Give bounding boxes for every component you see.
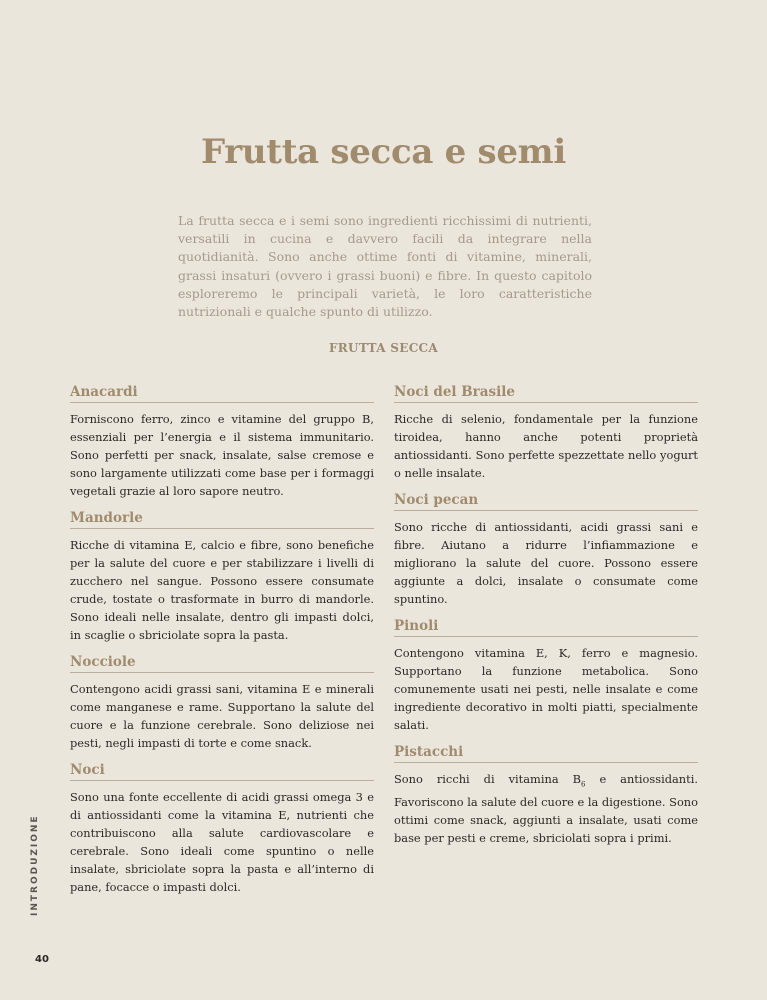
- entry-title: Anacardi: [70, 384, 374, 403]
- entry-nocciole: [70, 654, 374, 752]
- page-number: 40: [35, 954, 49, 965]
- entry-title: Mandorle: [70, 510, 374, 529]
- entry-text-part: e antiossidanti. Favoriscono la salute del cuore e la digestione. Sono ottimi come snack, aggiunti a insalate, usati come base per pesti e creme, sbriciolati sopra i primi.: [394, 772, 698, 846]
- entry-title: Noci: [70, 762, 374, 781]
- entry-pinoli: [394, 618, 698, 734]
- entry-anacardi: [70, 384, 374, 500]
- entry-text: Ricche di vitamina E, calcio e fibre, sono benefiche per la salute del cuore e per stabilizzare i livelli di zucchero nel sangue. Possono essere consumate crude, tostate o trasformate in burro di mandorle. Sono ideali nelle insalate, dentro gli impasti dolci, in scaglie o sbriciolate sopra la pasta.: [70, 538, 374, 642]
- entry-noci-pecan: [394, 492, 698, 608]
- entry-text: Ricche di selenio, fondamentale per la funzione tiroidea, hanno anche potenti proprietà antiossidanti. Sono perfette spezzettate nello yogurt o nelle insalate.: [394, 412, 698, 480]
- side-section-label: INTRODUZIONE: [30, 814, 40, 916]
- entry-noci: [70, 762, 374, 896]
- entry-title: Noci del Brasile: [394, 384, 698, 403]
- section-heading: FRUTTA SECCA: [328, 341, 439, 355]
- entry-text: Contengono acidi grassi sani, vitamina E e minerali come manganese e rame. Supportano la salute del cuore e la funzione cerebrale. Sono deliziose nei pesti, negli impasti di torte e come snack.: [70, 682, 374, 750]
- page-title: Frutta secca e semi: [201, 132, 566, 172]
- entry-text-part: Sono ricchi di vitamina B: [394, 772, 581, 786]
- entry-pistacchi: [394, 744, 698, 847]
- entry-title: Pistacchi: [394, 744, 698, 763]
- entry-title: Noci pecan: [394, 492, 698, 511]
- right-column: [394, 384, 698, 857]
- intro-paragraph: La frutta secca e i semi sono ingredienti ricchissimi di nutrienti, versatili in cucina e davvero facili da integrare nella quotidianità. Sono anche ottime fonti di vitamine, minerali, grassi insaturi (ovvero i grassi buoni) e fibre. In questo capitolo esploreremo le principali varietà, le loro caratteristiche nutrizionali e qualche spunto di utilizzo.: [178, 213, 592, 320]
- entry-text: Sono una fonte eccellente di acidi grassi omega 3 e di antiossidanti come la vitamina E, nutrienti che contribuiscono alla salute cardiovascolare e cerebrale. Sono ideali come spuntino o nelle insalate, sbriciolate sopra la pasta e all’interno di pane, focacce o impasti dolci.: [70, 790, 374, 894]
- entry-noci-del-brasile: [394, 384, 698, 482]
- left-column: [70, 384, 374, 906]
- entry-text: Forniscono ferro, zinco e vitamine del gruppo B, essenziali per l’energia e il sistema immunitario. Sono perfetti per snack, insalate, salse cremose e sono largamente utilizzati come base per i formaggi vegetali grazie al loro sapore neutro.: [70, 412, 374, 498]
- entry-title: Nocciole: [70, 654, 374, 673]
- entry-text: Contengono vitamina E, K, ferro e magnesio. Supportano la funzione metabolica. Sono comunemente usati nei pesti, nelle insalate e come ingrediente decorativo in molti piatti, specialmente salati.: [394, 646, 698, 732]
- entry-text: [394, 770, 698, 847]
- entry-text: Sono ricche di antiossidanti, acidi grassi sani e fibre. Aiutano a ridurre l’infiammazione e migliorano la salute del cuore. Possono essere aggiunte a dolci, insalate o consumate come spuntino.: [394, 520, 698, 606]
- entry-title: Pinoli: [394, 618, 698, 637]
- subscript: 6: [580, 780, 586, 789]
- entry-mandorle: [70, 510, 374, 644]
